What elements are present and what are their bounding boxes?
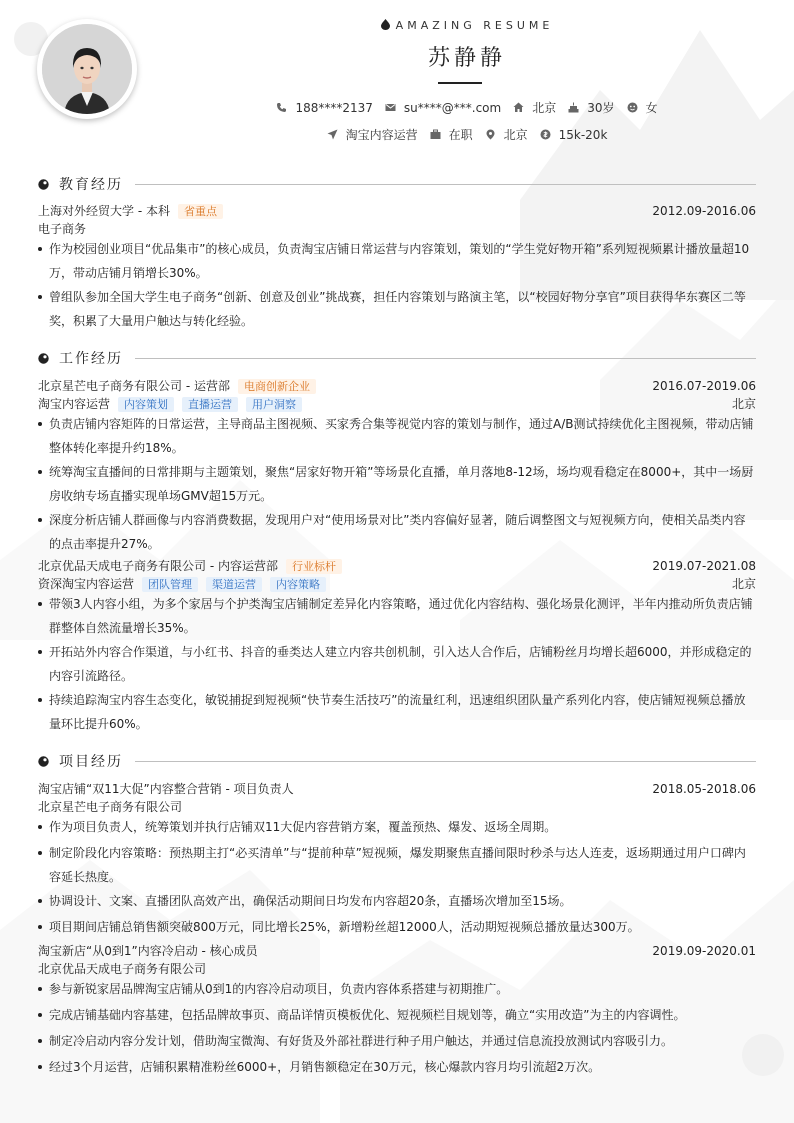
- intention-city: 北京: [485, 126, 528, 143]
- project-org: [38, 798, 756, 816]
- project-name: 淘宝店铺“双11大促”内容整合营销 - 项目负责人: [38, 782, 294, 796]
- list-item: 经过3个月运营，店铺积累精准粉丝6000+，月销售额稳定在30万元，核心爆款内容月均引流超2万次。: [38, 1055, 756, 1079]
- company-badge: 行业标杆: [286, 559, 342, 574]
- contact-phone: 188****2137: [276, 101, 372, 115]
- ink-drop-icon: [381, 19, 390, 30]
- phone-icon: [276, 102, 287, 113]
- section-projects: [38, 751, 756, 771]
- education-major: [38, 220, 756, 238]
- list-item: 负责店铺内容矩阵的日常运营，主导商品主图视频、买家秀合集等视觉内容的策划与制作，通过A/B测试持续优化主图视频，带动店铺整体转化率提升约18%。: [38, 412, 756, 460]
- send-icon: [327, 129, 338, 140]
- list-item: 曾组队参加全国大学生电子商务“创新、创意及创业”挑战赛，担任内容策划与路演主笔，以“校园好物分享官”项目获得华东赛区二等奖，积累了大量用户触达与转化经验。: [38, 285, 756, 333]
- section-title: 教育经历: [59, 177, 123, 193]
- project-date: 2018.05-2018.06: [652, 782, 756, 796]
- tagline-text: AMAZING RESUME: [395, 19, 554, 32]
- section-divider: [135, 358, 756, 359]
- skill-tag: 内容策略: [270, 577, 326, 592]
- school-badge: 省重点: [178, 204, 223, 219]
- skill-tag: 渠道运营: [206, 577, 262, 592]
- job-intention-row: [140, 126, 794, 143]
- education-header: [38, 202, 756, 220]
- location-icon: [485, 129, 496, 140]
- contact-row: [140, 99, 794, 116]
- section-title: 项目经历: [59, 754, 123, 770]
- salary-icon: [540, 129, 551, 140]
- section-title: 工作经历: [59, 351, 123, 367]
- job-role: 淘宝内容运营: [38, 397, 111, 411]
- name-underline: [438, 82, 482, 84]
- job-role-row: [38, 575, 756, 593]
- intention-position: 淘宝内容运营: [327, 126, 418, 143]
- job-header: [38, 557, 756, 575]
- job-date: 2019.07-2021.08: [652, 559, 756, 573]
- list-item: 项目期间店铺总销售额突破800万元，同比增长25%，新增粉丝超12000人，活动期短视频总播放量达300万。: [38, 915, 756, 939]
- ink-drop-icon: [38, 179, 49, 190]
- list-item: 统筹淘宝直播间的日常排期与主题策划，聚焦“居家好物开箱”等场景化直播，单月落地8-12场，场均观看稳定在8000+，其中一场厨房收纳专场直播实现单场GMV超15万元。: [38, 460, 756, 508]
- contact-age: 30岁: [568, 99, 614, 116]
- project-company: 北京星芒电子商务有限公司: [38, 800, 183, 814]
- list-item: 制定阶段化内容策略：预热期主打“必买清单”与“提前种草”短视频，爆发期聚焦直播间限时秒杀与达人连麦，返场期通过用户口碑内容延长热度。: [38, 841, 756, 889]
- intention-salary: 15k-20k: [540, 128, 608, 142]
- project-header: [38, 780, 756, 798]
- list-item: 带领3人内容小组，为多个家居与个护类淘宝店铺制定差异化内容策略，通过优化内容结构、强化场景化测评，半年内推动所负责店铺群整体自然流量增长35%。: [38, 592, 756, 640]
- avatar: [37, 19, 137, 119]
- ink-drop-icon: [38, 353, 49, 364]
- company-badge: 电商创新企业: [238, 379, 316, 394]
- cake-icon: [568, 102, 579, 113]
- major-name: 电子商务: [38, 222, 87, 236]
- project-date: 2019.09-2020.01: [652, 944, 756, 958]
- school-name: 上海对外经贸大学 - 本科: [38, 204, 170, 218]
- contact-email: su****@***.com: [385, 101, 501, 115]
- list-item: 开拓站外内容合作渠道，与小红书、抖音的垂类达人建立内容共创机制，引入达人合作后，店铺粉丝月均增长超6000，并形成稳定的内容引流路径。: [38, 640, 756, 688]
- intention-status: 在职: [430, 126, 473, 143]
- skill-tag: 直播运营: [182, 397, 238, 412]
- section-divider: [135, 761, 756, 762]
- contact-city: 北京: [513, 99, 556, 116]
- list-item: 参与新锐家居品牌淘宝店铺从0到1的内容冷启动项目，负责内容体系搭建与初期推广。: [38, 977, 756, 1001]
- contact-gender: 女: [627, 99, 658, 116]
- list-item: 作为校园创业项目“优品集市”的核心成员，负责淘宝店铺日常运营与内容策划，策划的“学生党好物开箱”系列短视频累计播放量超10万，带动店铺月销增长30%。: [38, 237, 756, 285]
- list-item: 制定冷启动内容分发计划，借助淘宝微淘、有好货及外部社群进行种子用户触达，并通过信息流投放测试内容吸引力。: [38, 1029, 756, 1053]
- job-date: 2016.07-2019.06: [652, 379, 756, 393]
- skill-tag: 内容策划: [118, 397, 174, 412]
- job-city: 北京: [731, 397, 756, 411]
- home-icon: [513, 102, 524, 113]
- skill-tag: 团队管理: [142, 577, 198, 592]
- skill-tag: 用户洞察: [246, 397, 302, 412]
- list-item: 持续追踪淘宝内容生态变化，敏锐捕捉到短视频“快节奏生活技巧”的流量红利，迅速组织团队量产系列化内容，使店铺短视频总播放量环比提升60%。: [38, 688, 756, 736]
- avatar-photo: [42, 24, 132, 114]
- company-name: 北京优品天成电子商务有限公司 - 内容运营部: [38, 559, 278, 573]
- project-company: 北京优品天成电子商务有限公司: [38, 962, 207, 976]
- list-item: 协调设计、文案、直播团队高效产出，确保活动期间日均发布内容超20条，直播场次增加至15场。: [38, 889, 756, 913]
- list-item: 深度分析店铺人群画像与内容消费数据，发现用户对“使用场景对比”类内容偏好显著，随后调整图文与短视频方向，使相关品类内容的点击率提升27%。: [38, 508, 756, 556]
- mail-icon: [385, 102, 396, 113]
- section-work: [38, 348, 756, 368]
- candidate-name: 苏静静: [427, 46, 506, 71]
- resume-tagline: [0, 19, 794, 32]
- project-org: [38, 960, 756, 978]
- project-name: 淘宝新店“从0到1”内容冷启动 - 核心成员: [38, 944, 258, 958]
- project-header: [38, 942, 756, 960]
- job-role-row: [38, 395, 756, 413]
- list-item: 完成店铺基础内容基建，包括品牌故事页、商品详情页模板优化、短视频栏目规划等，确立“实用改造”为主的内容调性。: [38, 1003, 756, 1027]
- job-city: 北京: [731, 577, 756, 591]
- education-date: 2012.09-2016.06: [652, 204, 756, 218]
- ink-drop-icon: [38, 756, 49, 767]
- section-education: [38, 174, 756, 194]
- briefcase-icon: [430, 129, 441, 140]
- job-role: 资深淘宝内容运营: [38, 577, 135, 591]
- company-name: 北京星芒电子商务有限公司 - 运营部: [38, 379, 230, 393]
- list-item: 作为项目负责人，统筹策划并执行店铺双11大促内容营销方案，覆盖预热、爆发、返场全周期。: [38, 815, 756, 839]
- gender-icon: [627, 102, 638, 113]
- section-divider: [135, 184, 756, 185]
- job-header: [38, 377, 756, 395]
